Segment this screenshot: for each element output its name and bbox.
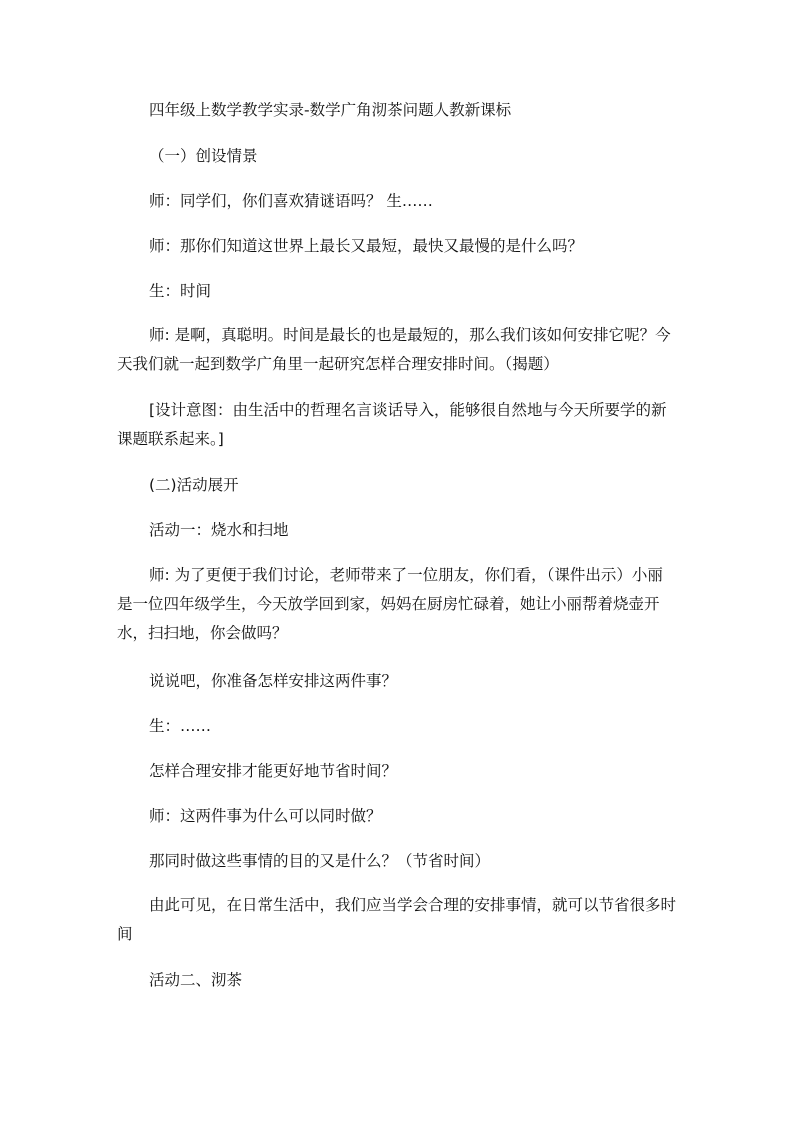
activity-heading-1: 活动一：烧水和扫地 (149, 521, 289, 539)
paragraph-save-time-question: 怎样合理安排才能更好地节省时间？ (149, 762, 398, 780)
paragraph-teacher-riddle: 师：同学们，你们喜欢猜谜语吗？ 生…… (149, 192, 433, 210)
paragraph-teacher-scenario: 师: 为了更便于我们讨论，老师带来了一位朋友，你们看，（课件出示）小丽是一位四年级学生，今天放学回到家，妈妈在厨房忙碌着，她让小丽帮着烧壶开水，扫扫地，你会做吗？ (117, 566, 663, 642)
document-title: 四年级上数学教学实录-数学广角沏茶问题人教新课标 (149, 101, 512, 119)
paragraph-arrange-question: 说说吧，你准备怎样安排这两件事？ (149, 672, 398, 690)
paragraph-student-ellipsis: 生：…… (149, 717, 212, 735)
paragraph-teacher-question: 师：那你们知道这世界上最长又最短，最快又最慢的是什么吗？ (149, 237, 584, 255)
paragraph-teacher-intro: 师: 是啊，真聪明。时间是最长的也是最短的，那么我们该如何安排它呢？今天我们就一起到数学广角里一起研究怎样合理安排时间。（揭题） (117, 326, 671, 373)
paragraph-conclusion: 由此可见，在日常生活中，我们应当学会合理的安排事情，就可以节省很多时间 (117, 896, 677, 943)
paragraph-teacher-why: 师：这两件事为什么可以同时做？ (149, 807, 382, 825)
paragraph-student-answer: 生：时间 (149, 282, 212, 300)
paragraph-purpose-question: 那同时做这些事情的目的又是什么？（节省时间） (149, 852, 491, 870)
paragraph-design-intent: [设计意图：由生活中的哲理名言谈话导入，能够很自然地与今天所要学的新课题联系起来。] (117, 401, 667, 448)
section-heading-2: (二)活动展开 (149, 476, 239, 494)
section-heading-1: （一）创设情景 (149, 147, 258, 165)
activity-heading-2: 活动二、沏茶 (149, 971, 243, 989)
